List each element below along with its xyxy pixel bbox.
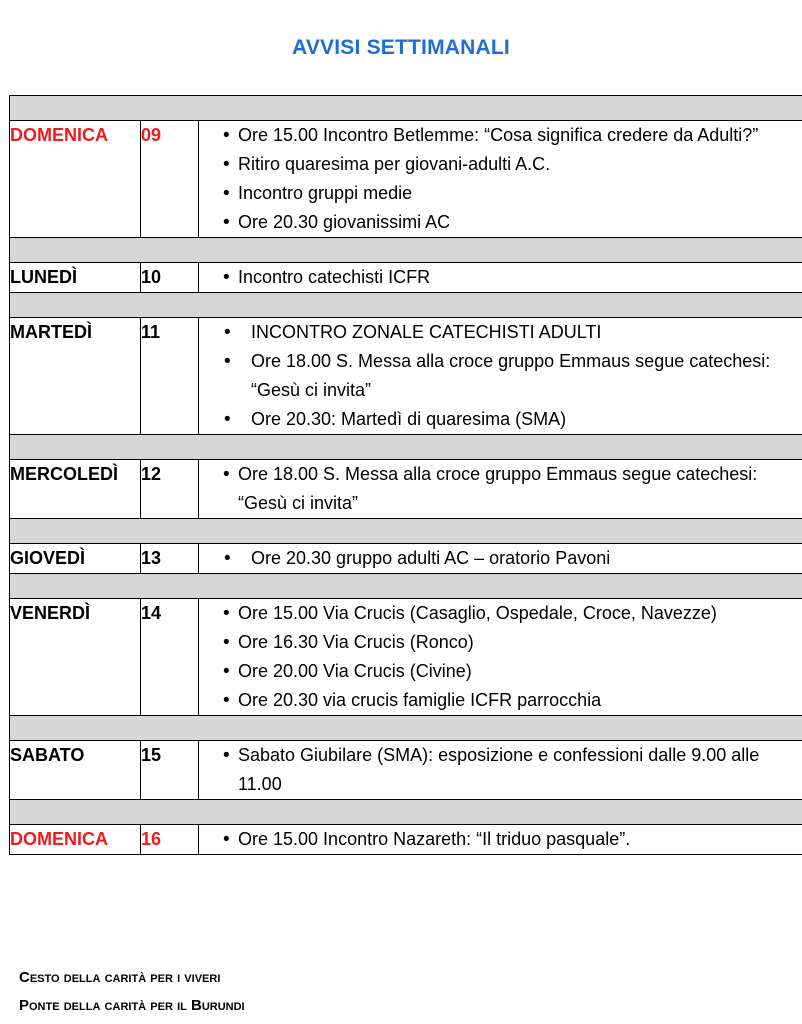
separator-row — [10, 238, 802, 263]
day-name: DOMENICA — [10, 121, 141, 238]
day-name: LUNEDÌ — [10, 263, 141, 293]
event-item: • Ore 15.00 Incontro Betlemme: “Cosa significa credere da Adulti?” — [199, 121, 802, 150]
schedule-row-friday — [10, 599, 802, 716]
event-item: • Ore 20.30 via crucis famiglie ICFR parrocchia — [199, 686, 802, 715]
day-date: 11 — [141, 318, 199, 435]
footer-line: Ponte della carità per il Burundi — [19, 997, 245, 1014]
event-item: • Ore 15.00 Via Crucis (Casaglio, Ospedale, Croce, Navezze) — [199, 599, 802, 628]
separator-row — [10, 519, 802, 544]
event-item: • Ore 18.00 S. Messa alla croce gruppo Emmaus segue catechesi: “Gesù ci invita” — [199, 460, 802, 518]
event-item: • Ore 20.30 giovanissimi AC — [199, 208, 802, 237]
day-name: DOMENICA — [10, 825, 141, 855]
event-item: • Ore 20.30: Martedì di quaresima (SMA) — [199, 405, 802, 434]
event-item: • Incontro gruppi medie — [199, 179, 802, 208]
schedule-row-saturday — [10, 741, 802, 800]
schedule-row-monday — [10, 263, 802, 293]
event-item: • Sabato Giubilare (SMA): esposizione e confessioni dalle 9.00 alle 11.00 — [199, 741, 802, 799]
event-item: • Ore 15.00 Incontro Nazareth: “Il triduo pasquale”. — [199, 825, 802, 854]
day-name: VENERDÌ — [10, 599, 141, 716]
footer-notes — [19, 964, 245, 1020]
day-date: 15 — [141, 741, 199, 800]
event-item: • Ore 20.00 Via Crucis (Civine) — [199, 657, 802, 686]
page-title: AVVISI SETTIMANALI — [292, 36, 510, 59]
separator-row — [10, 800, 802, 825]
event-item: • INCONTRO ZONALE CATECHISTI ADULTI — [199, 318, 802, 347]
event-item: • Ritiro quaresima per giovani-adulti A.C. — [199, 150, 802, 179]
day-date: 12 — [141, 460, 199, 519]
event-list — [199, 599, 802, 715]
day-date: 13 — [141, 544, 199, 574]
schedule-row-sunday-16 — [10, 825, 802, 855]
schedule-row-thursday — [10, 544, 802, 574]
day-date: 16 — [141, 825, 199, 855]
schedule-row-sunday-09 — [10, 121, 802, 238]
day-date: 09 — [141, 121, 199, 238]
day-name: GIOVEDÌ — [10, 544, 141, 574]
schedule-row-wednesday — [10, 460, 802, 519]
event-item: • Incontro catechisti ICFR — [199, 263, 802, 292]
day-date: 10 — [141, 263, 199, 293]
event-list — [199, 460, 802, 518]
separator-row — [10, 96, 802, 121]
event-item: • Ore 16.30 Via Crucis (Ronco) — [199, 628, 802, 657]
schedule-row-tuesday — [10, 318, 802, 435]
event-list — [199, 544, 802, 573]
separator-row — [10, 435, 802, 460]
separator-row — [10, 716, 802, 741]
day-name: MARTEDÌ — [10, 318, 141, 435]
event-list — [199, 121, 802, 237]
day-name: MERCOLEDÌ — [10, 460, 141, 519]
separator-row — [10, 293, 802, 318]
day-date: 14 — [141, 599, 199, 716]
day-name: SABATO — [10, 741, 141, 800]
event-list — [199, 825, 802, 854]
event-list — [199, 318, 802, 434]
event-list — [199, 741, 802, 799]
separator-row — [10, 574, 802, 599]
footer-line: Cesto della carità per i viveri — [19, 969, 221, 986]
event-item: • Ore 18.00 S. Messa alla croce gruppo Emmaus segue catechesi: “Gesù ci invita” — [199, 347, 802, 405]
weekly-schedule-table — [9, 95, 802, 855]
event-item: • Ore 20.30 gruppo adulti AC – oratorio Pavoni — [199, 544, 802, 573]
event-list — [199, 263, 802, 292]
